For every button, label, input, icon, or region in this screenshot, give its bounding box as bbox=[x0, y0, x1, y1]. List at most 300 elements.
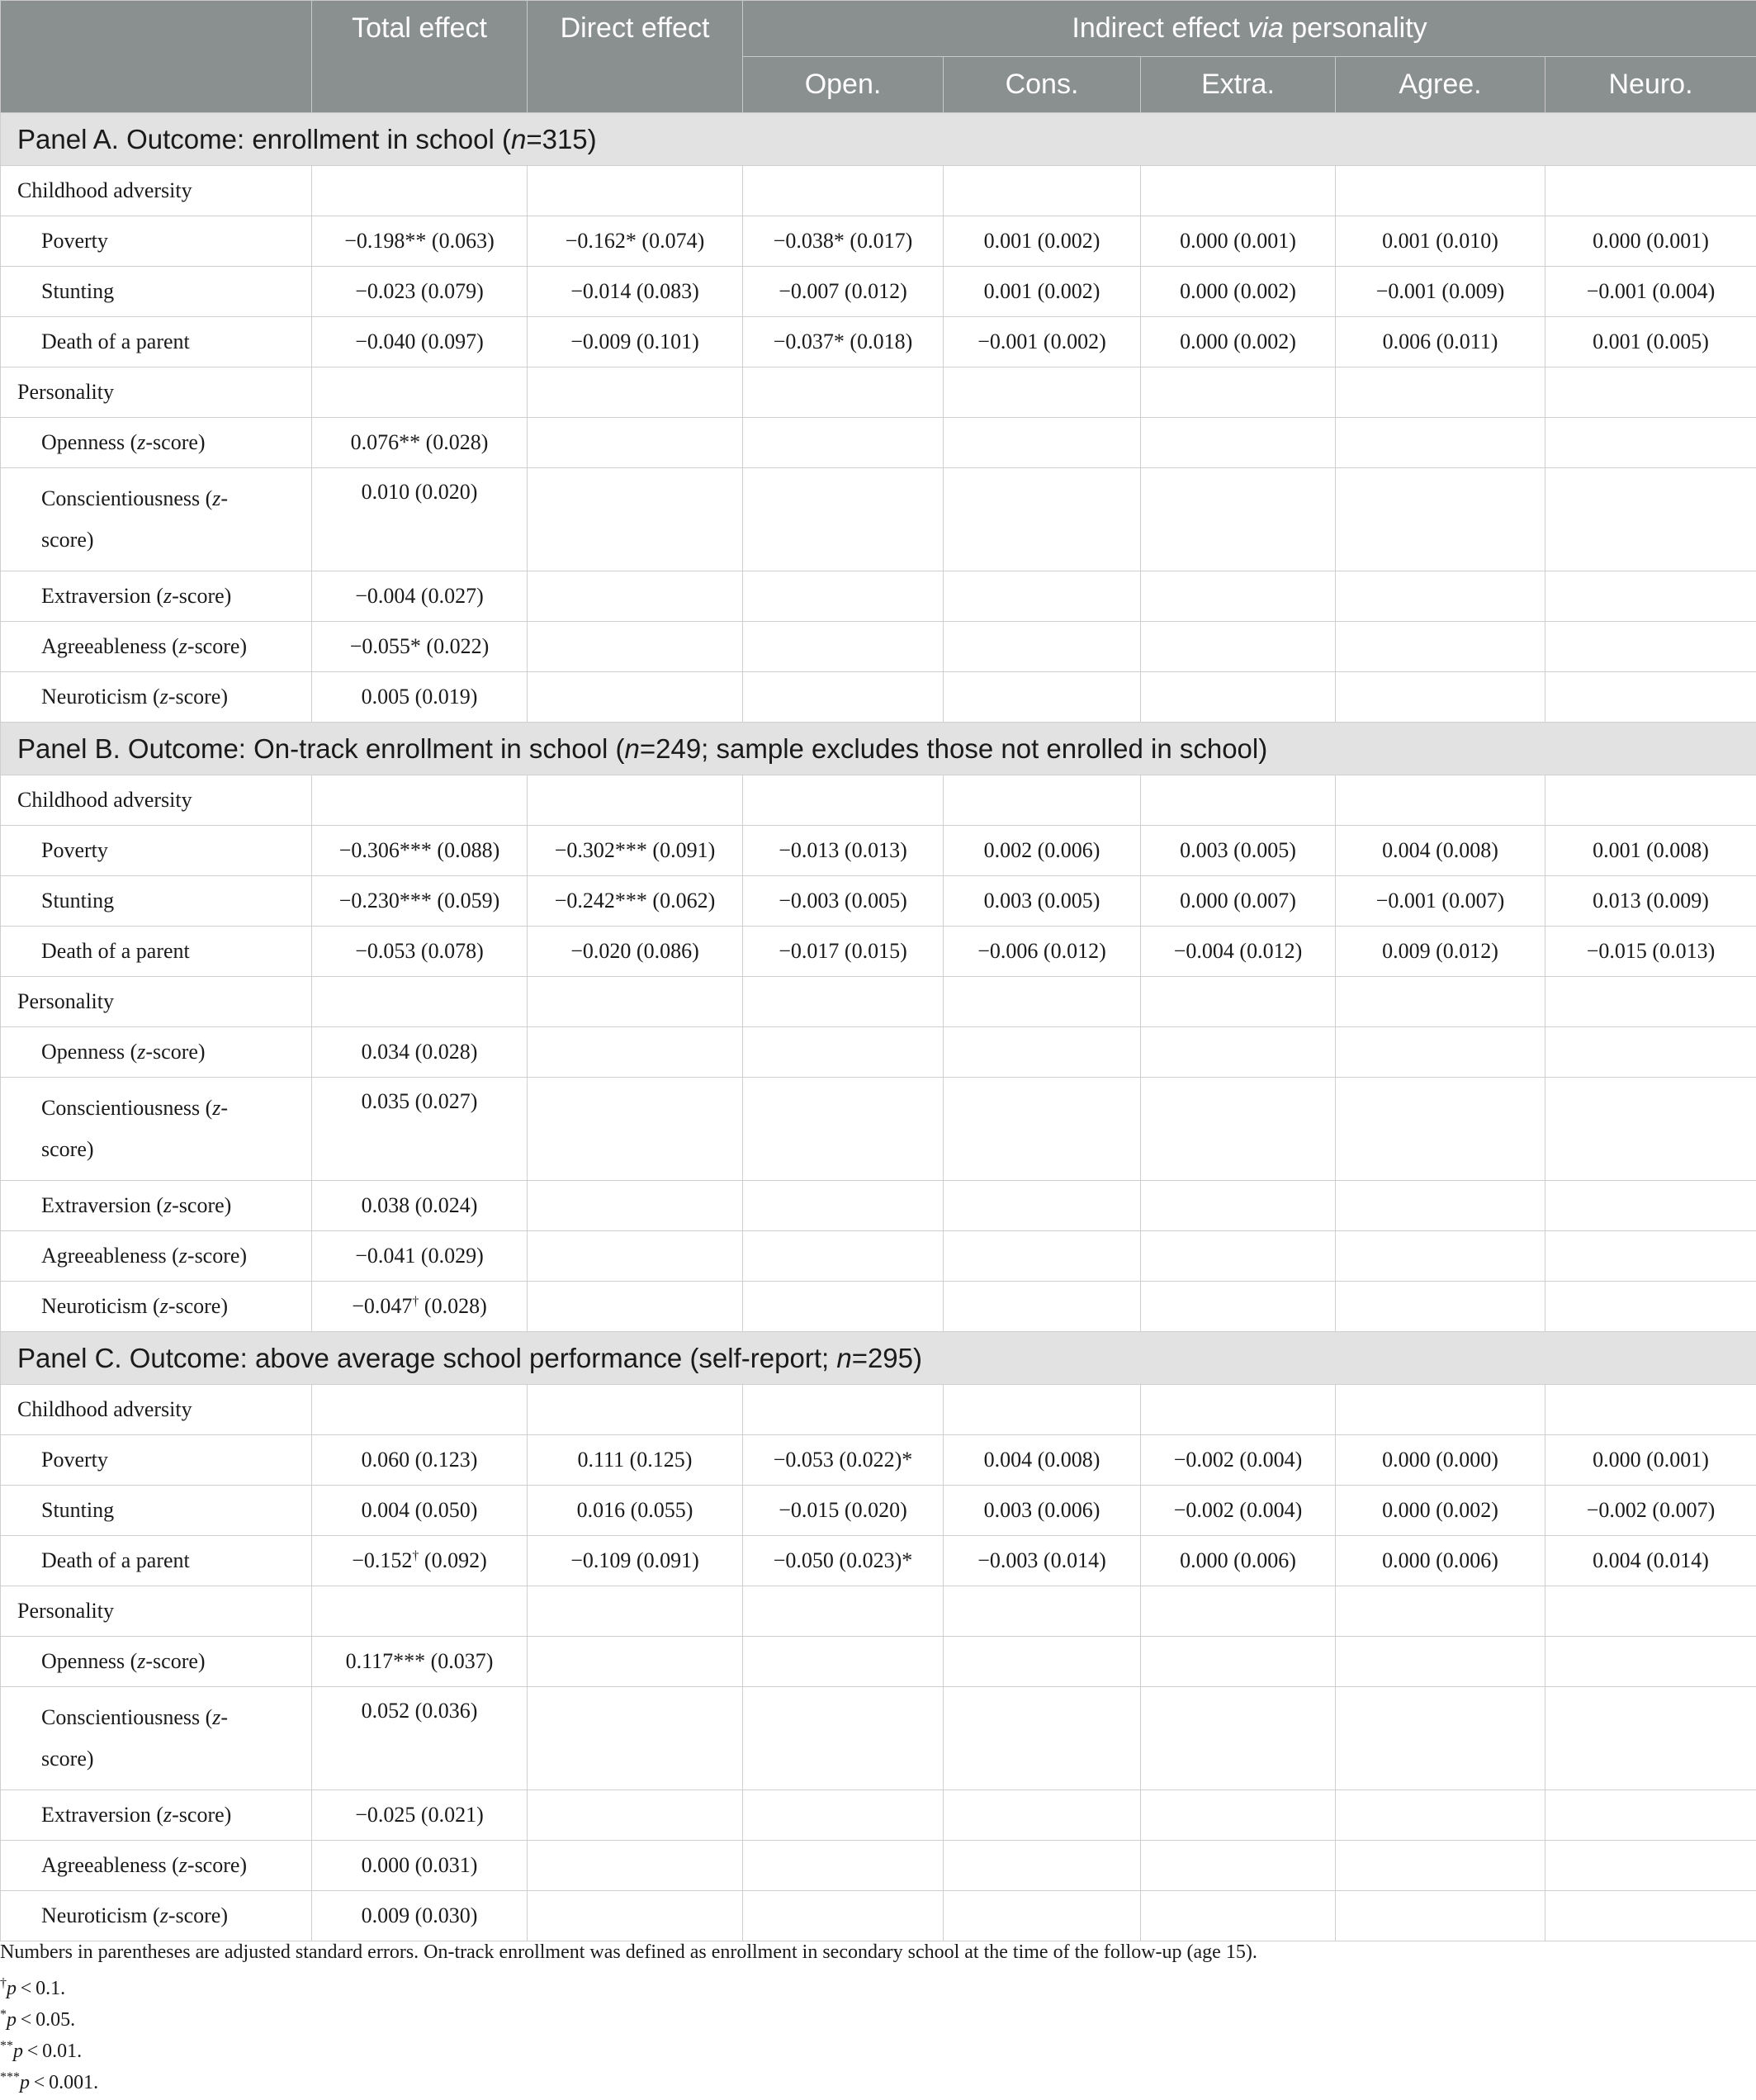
empty-cell bbox=[1545, 1282, 1756, 1332]
zscore-z: z bbox=[178, 1853, 187, 1877]
footnote-threshold: < 0.001. bbox=[30, 2072, 99, 2093]
value-cell: 0.001 (0.008) bbox=[1545, 826, 1756, 876]
empty-cell bbox=[944, 1637, 1141, 1687]
panel-title-suffix: =249; sample excludes those not enrolled in school) bbox=[639, 732, 1268, 764]
table-row bbox=[1, 1841, 1756, 1891]
empty-cell bbox=[743, 775, 944, 826]
zscore-close: -score) bbox=[187, 1853, 248, 1877]
table-row bbox=[1, 1282, 1756, 1332]
value-cell: −0.001 (0.002) bbox=[944, 317, 1141, 367]
value-cell: −0.038* (0.017) bbox=[743, 216, 944, 267]
table-row bbox=[1, 1078, 1756, 1181]
empty-cell bbox=[1141, 1687, 1336, 1790]
table-row bbox=[1, 672, 1756, 723]
zscore-close: -score) bbox=[168, 1294, 229, 1318]
header-indirect-effect bbox=[743, 1, 1756, 57]
zscore-close: -score) bbox=[168, 685, 229, 709]
empty-cell bbox=[944, 1231, 1141, 1282]
value-cell: −0.003 (0.014) bbox=[944, 1536, 1141, 1586]
empty-cell bbox=[1545, 166, 1756, 216]
section-row-personality bbox=[1, 367, 1756, 418]
value-cell: 0.000 (0.002) bbox=[1336, 1486, 1545, 1536]
empty-cell bbox=[1141, 672, 1336, 723]
empty-cell bbox=[743, 622, 944, 672]
row-label bbox=[1, 1891, 312, 1941]
value-cell: 0.000 (0.031) bbox=[312, 1841, 528, 1891]
table-row bbox=[1, 1790, 1756, 1841]
row-label: Stunting bbox=[1, 267, 312, 317]
value-se: (0.092) bbox=[419, 1548, 487, 1572]
value-cell: 0.010 (0.020) bbox=[312, 468, 528, 571]
zscore-z: z bbox=[163, 584, 173, 608]
empty-cell bbox=[944, 571, 1141, 622]
empty-cell bbox=[1336, 1078, 1545, 1181]
zscore-dash: - bbox=[220, 1705, 229, 1729]
panel-title-row bbox=[1, 113, 1756, 166]
row-label bbox=[1, 1231, 312, 1282]
row-label bbox=[1, 418, 312, 468]
panel-title-suffix: =315) bbox=[526, 123, 597, 154]
empty-cell bbox=[944, 1586, 1141, 1637]
value-number: −0.047 bbox=[352, 1294, 413, 1318]
empty-cell bbox=[1336, 1282, 1545, 1332]
value-cell: 0.016 (0.055) bbox=[528, 1486, 743, 1536]
significance-mark: † bbox=[412, 1548, 419, 1563]
row-label: Stunting bbox=[1, 876, 312, 927]
empty-cell bbox=[944, 1181, 1141, 1231]
value-cell: −0.006 (0.012) bbox=[944, 927, 1141, 977]
empty-cell bbox=[1141, 367, 1336, 418]
empty-cell bbox=[944, 775, 1141, 826]
empty-cell bbox=[1336, 1181, 1545, 1231]
zscore-z: z bbox=[159, 685, 168, 709]
zscore-z: z bbox=[212, 1705, 221, 1729]
header-blank bbox=[1, 1, 312, 113]
value-cell: 0.009 (0.012) bbox=[1336, 927, 1545, 977]
empty-cell bbox=[944, 367, 1141, 418]
zscore-close: -score) bbox=[145, 430, 206, 454]
value-cell: 0.004 (0.008) bbox=[944, 1435, 1141, 1486]
value-cell: 0.060 (0.123) bbox=[312, 1435, 528, 1486]
empty-cell bbox=[743, 977, 944, 1027]
header-indirect-prefix: Indirect effect bbox=[1072, 12, 1248, 44]
footnote-significance bbox=[0, 2031, 1756, 2062]
empty-cell bbox=[1336, 1385, 1545, 1435]
section-row-adversity bbox=[1, 775, 1756, 826]
significance-mark: † bbox=[412, 1294, 419, 1309]
value-cell: 0.000 (0.002) bbox=[1141, 267, 1336, 317]
trait-name: Extraversion bbox=[41, 584, 151, 608]
value-cell: −0.007 (0.012) bbox=[743, 267, 944, 317]
empty-cell bbox=[1141, 166, 1336, 216]
empty-cell bbox=[1545, 1385, 1756, 1435]
value-se: (0.028) bbox=[419, 1294, 487, 1318]
value-cell: 0.000 (0.006) bbox=[1336, 1536, 1545, 1586]
empty-cell bbox=[944, 468, 1141, 571]
zscore-open: ( bbox=[200, 486, 213, 510]
value-cell: 0.004 (0.050) bbox=[312, 1486, 528, 1536]
empty-cell bbox=[944, 1027, 1141, 1078]
empty-cell bbox=[1336, 418, 1545, 468]
empty-cell bbox=[944, 1282, 1141, 1332]
table-row bbox=[1, 1231, 1756, 1282]
empty-cell bbox=[1336, 571, 1545, 622]
empty-cell bbox=[743, 418, 944, 468]
empty-cell bbox=[1141, 418, 1336, 468]
zscore-open: ( bbox=[150, 1193, 164, 1217]
value-cell: 0.000 (0.001) bbox=[1141, 216, 1336, 267]
value-cell: 0.034 (0.028) bbox=[312, 1027, 528, 1078]
value-cell: 0.000 (0.006) bbox=[1141, 1536, 1336, 1586]
panel-title bbox=[1, 113, 1756, 166]
table-row bbox=[1, 1486, 1756, 1536]
table-row bbox=[1, 1536, 1756, 1586]
table-row bbox=[1, 216, 1756, 267]
empty-cell bbox=[1545, 1586, 1756, 1637]
row-label: Poverty bbox=[1, 216, 312, 267]
value-cell: −0.040 (0.097) bbox=[312, 317, 528, 367]
empty-cell bbox=[312, 1586, 528, 1637]
empty-cell bbox=[528, 1181, 743, 1231]
zscore-open: ( bbox=[147, 1294, 160, 1318]
trait-name: Agreeableness bbox=[41, 1853, 167, 1877]
value-cell: 0.000 (0.002) bbox=[1141, 317, 1336, 367]
zscore-z: z bbox=[163, 1803, 173, 1827]
empty-cell bbox=[312, 977, 528, 1027]
empty-cell bbox=[1545, 672, 1756, 723]
table-row bbox=[1, 418, 1756, 468]
zscore-close: -score) bbox=[168, 1903, 229, 1927]
empty-cell bbox=[1336, 468, 1545, 571]
empty-cell bbox=[1336, 1231, 1545, 1282]
value-cell: −0.004 (0.027) bbox=[312, 571, 528, 622]
footnote-significance bbox=[0, 1999, 1756, 2031]
row-label: Poverty bbox=[1, 826, 312, 876]
empty-cell bbox=[528, 418, 743, 468]
empty-cell bbox=[743, 367, 944, 418]
row-label bbox=[1, 672, 312, 723]
trait-name: Conscientiousness bbox=[41, 486, 201, 510]
empty-cell bbox=[743, 1027, 944, 1078]
value-cell: −0.014 (0.083) bbox=[528, 267, 743, 317]
value-cell: 0.013 (0.009) bbox=[1545, 876, 1756, 927]
header-indirect-via: via bbox=[1247, 12, 1284, 44]
value-cell: 0.001 (0.002) bbox=[944, 267, 1141, 317]
empty-cell bbox=[528, 367, 743, 418]
row-label bbox=[1, 1841, 312, 1891]
zscore-close: -score) bbox=[145, 1649, 206, 1673]
value-cell: −0.002 (0.007) bbox=[1545, 1486, 1756, 1536]
table-row bbox=[1, 1637, 1756, 1687]
empty-cell bbox=[743, 1181, 944, 1231]
empty-cell bbox=[743, 672, 944, 723]
trait-name: Extraversion bbox=[41, 1803, 151, 1827]
value-cell: −0.013 (0.013) bbox=[743, 826, 944, 876]
panel-title-n: n bbox=[624, 732, 640, 764]
empty-cell bbox=[1141, 1790, 1336, 1841]
empty-cell bbox=[1336, 1586, 1545, 1637]
value-cell: −0.162* (0.074) bbox=[528, 216, 743, 267]
empty-cell bbox=[743, 1282, 944, 1332]
empty-cell bbox=[1141, 468, 1336, 571]
row-label bbox=[1, 1637, 312, 1687]
value-cell: 0.001 (0.002) bbox=[944, 216, 1141, 267]
table-body bbox=[1, 113, 1756, 1941]
value-cell bbox=[312, 1536, 528, 1586]
empty-cell bbox=[743, 1687, 944, 1790]
section-label-adversity: Childhood adversity bbox=[1, 166, 312, 216]
panel-title-row bbox=[1, 723, 1756, 775]
empty-cell bbox=[1336, 1637, 1545, 1687]
empty-cell bbox=[1141, 1586, 1336, 1637]
empty-cell bbox=[528, 1891, 743, 1941]
empty-cell bbox=[944, 1790, 1141, 1841]
empty-cell bbox=[743, 1078, 944, 1181]
empty-cell bbox=[528, 1385, 743, 1435]
value-cell: 0.003 (0.005) bbox=[1141, 826, 1336, 876]
table-row bbox=[1, 267, 1756, 317]
empty-cell bbox=[1141, 622, 1336, 672]
trait-name: Neuroticism bbox=[41, 1294, 148, 1318]
value-cell: −0.198** (0.063) bbox=[312, 216, 528, 267]
table-row bbox=[1, 876, 1756, 927]
empty-cell bbox=[528, 571, 743, 622]
empty-cell bbox=[1336, 1891, 1545, 1941]
empty-cell bbox=[743, 1231, 944, 1282]
zscore-open: ( bbox=[166, 634, 179, 658]
panel-title-prefix: Panel A. Outcome: enrollment in school ( bbox=[17, 123, 511, 154]
zscore-open: ( bbox=[125, 430, 138, 454]
empty-cell bbox=[1336, 1790, 1545, 1841]
trait-name: Agreeableness bbox=[41, 634, 167, 658]
empty-cell bbox=[528, 672, 743, 723]
zscore-close: -score) bbox=[172, 1803, 232, 1827]
empty-cell bbox=[1141, 1385, 1336, 1435]
empty-cell bbox=[1336, 775, 1545, 826]
value-cell: −0.230*** (0.059) bbox=[312, 876, 528, 927]
empty-cell bbox=[743, 571, 944, 622]
empty-cell bbox=[944, 1891, 1141, 1941]
empty-cell bbox=[528, 468, 743, 571]
empty-cell bbox=[1545, 1027, 1756, 1078]
row-label: Death of a parent bbox=[1, 927, 312, 977]
empty-cell bbox=[1545, 1231, 1756, 1282]
empty-cell bbox=[743, 1586, 944, 1637]
zscore-z: z bbox=[178, 634, 187, 658]
footnote-mark: * bbox=[0, 2008, 7, 2022]
empty-cell bbox=[1336, 367, 1545, 418]
section-label-personality: Personality bbox=[1, 1586, 312, 1637]
empty-cell bbox=[1141, 775, 1336, 826]
value-cell: 0.052 (0.036) bbox=[312, 1687, 528, 1790]
value-cell: −0.053 (0.022)* bbox=[743, 1435, 944, 1486]
value-cell: −0.001 (0.004) bbox=[1545, 267, 1756, 317]
section-row-adversity bbox=[1, 1385, 1756, 1435]
empty-cell bbox=[1336, 977, 1545, 1027]
empty-cell bbox=[1545, 622, 1756, 672]
row-label bbox=[1, 622, 312, 672]
zscore-open: ( bbox=[147, 1903, 160, 1927]
value-cell: 0.000 (0.007) bbox=[1141, 876, 1336, 927]
row-label bbox=[1, 1790, 312, 1841]
zscore-z: z bbox=[212, 486, 221, 510]
value-cell: 0.004 (0.008) bbox=[1336, 826, 1545, 876]
row-label bbox=[1, 1027, 312, 1078]
panel-title-row bbox=[1, 1332, 1756, 1385]
trait-name: Agreeableness bbox=[41, 1244, 167, 1268]
empty-cell bbox=[528, 1282, 743, 1332]
panel-title bbox=[1, 723, 1756, 775]
value-cell: 0.038 (0.024) bbox=[312, 1181, 528, 1231]
empty-cell bbox=[1336, 1841, 1545, 1891]
table-row bbox=[1, 927, 1756, 977]
empty-cell bbox=[743, 1385, 944, 1435]
zscore-close: -score) bbox=[187, 634, 248, 658]
empty-cell bbox=[528, 1687, 743, 1790]
value-cell: −0.041 (0.029) bbox=[312, 1231, 528, 1282]
empty-cell bbox=[1141, 1841, 1336, 1891]
table-row bbox=[1, 1687, 1756, 1790]
zscore-close: score) bbox=[41, 1137, 94, 1161]
footnote-significance bbox=[0, 1968, 1756, 1999]
empty-cell bbox=[528, 166, 743, 216]
zscore-dash: - bbox=[220, 1096, 229, 1120]
empty-cell bbox=[1545, 775, 1756, 826]
section-label-adversity: Childhood adversity bbox=[1, 775, 312, 826]
empty-cell bbox=[743, 166, 944, 216]
panel-title bbox=[1, 1332, 1756, 1385]
table-footnotes bbox=[0, 1936, 1756, 2093]
empty-cell bbox=[528, 622, 743, 672]
empty-cell bbox=[1141, 1282, 1336, 1332]
zscore-open: ( bbox=[147, 685, 160, 709]
value-cell: −0.037* (0.018) bbox=[743, 317, 944, 367]
empty-cell bbox=[743, 468, 944, 571]
empty-cell bbox=[1336, 622, 1545, 672]
empty-cell bbox=[528, 1027, 743, 1078]
value-cell: 0.003 (0.006) bbox=[944, 1486, 1141, 1536]
footnote-mark: † bbox=[0, 1976, 7, 1990]
empty-cell bbox=[1545, 977, 1756, 1027]
value-cell: −0.002 (0.004) bbox=[1141, 1486, 1336, 1536]
value-cell: −0.002 (0.004) bbox=[1141, 1435, 1336, 1486]
empty-cell bbox=[528, 1586, 743, 1637]
zscore-z: z bbox=[212, 1096, 221, 1120]
trait-name: Conscientiousness bbox=[41, 1705, 201, 1729]
footnote-p: p bbox=[7, 1978, 17, 1999]
value-cell: −0.053 (0.078) bbox=[312, 927, 528, 977]
footnote-p: p bbox=[20, 2072, 30, 2093]
empty-cell bbox=[312, 367, 528, 418]
empty-cell bbox=[1545, 1841, 1756, 1891]
empty-cell bbox=[1545, 418, 1756, 468]
zscore-open: ( bbox=[125, 1040, 138, 1064]
subheader-neuro: Neuro. bbox=[1545, 57, 1756, 113]
value-cell: 0.009 (0.030) bbox=[312, 1891, 528, 1941]
subheader-extra: Extra. bbox=[1141, 57, 1336, 113]
section-label-personality: Personality bbox=[1, 977, 312, 1027]
empty-cell bbox=[528, 1790, 743, 1841]
value-cell: 0.117*** (0.037) bbox=[312, 1637, 528, 1687]
zscore-z: z bbox=[137, 1040, 146, 1064]
section-row-adversity bbox=[1, 166, 1756, 216]
empty-cell bbox=[944, 1841, 1141, 1891]
table-row bbox=[1, 622, 1756, 672]
table-row bbox=[1, 317, 1756, 367]
trait-name: Openness bbox=[41, 1649, 125, 1673]
footnote-p: p bbox=[7, 2009, 17, 2031]
empty-cell bbox=[312, 1385, 528, 1435]
empty-cell bbox=[1141, 977, 1336, 1027]
empty-cell bbox=[944, 1385, 1141, 1435]
section-label-personality: Personality bbox=[1, 367, 312, 418]
table-row bbox=[1, 826, 1756, 876]
row-label: Death of a parent bbox=[1, 1536, 312, 1586]
subheader-cons: Cons. bbox=[944, 57, 1141, 113]
empty-cell bbox=[743, 1790, 944, 1841]
value-cell: 0.000 (0.001) bbox=[1545, 1435, 1756, 1486]
row-label bbox=[1, 1687, 312, 1790]
zscore-z: z bbox=[159, 1903, 168, 1927]
row-label: Poverty bbox=[1, 1435, 312, 1486]
empty-cell bbox=[1545, 1181, 1756, 1231]
row-label bbox=[1, 571, 312, 622]
trait-name: Openness bbox=[41, 430, 125, 454]
empty-cell bbox=[1141, 1027, 1336, 1078]
value-cell: 0.111 (0.125) bbox=[528, 1435, 743, 1486]
value-cell: −0.306*** (0.088) bbox=[312, 826, 528, 876]
value-cell: 0.006 (0.011) bbox=[1336, 317, 1545, 367]
zscore-dash: - bbox=[220, 486, 229, 510]
empty-cell bbox=[944, 977, 1141, 1027]
empty-cell bbox=[944, 166, 1141, 216]
value-cell: 0.001 (0.005) bbox=[1545, 317, 1756, 367]
footnote-p: p bbox=[13, 2041, 23, 2062]
value-cell: −0.025 (0.021) bbox=[312, 1790, 528, 1841]
value-cell: −0.001 (0.007) bbox=[1336, 876, 1545, 927]
value-number: −0.152 bbox=[352, 1548, 413, 1572]
value-cell: −0.050 (0.023)* bbox=[743, 1536, 944, 1586]
value-cell: −0.017 (0.015) bbox=[743, 927, 944, 977]
empty-cell bbox=[1336, 1027, 1545, 1078]
empty-cell bbox=[743, 1637, 944, 1687]
empty-cell bbox=[528, 1078, 743, 1181]
section-row-personality bbox=[1, 1586, 1756, 1637]
table-row bbox=[1, 571, 1756, 622]
row-label: Death of a parent bbox=[1, 317, 312, 367]
footnote-mark: ** bbox=[0, 2039, 13, 2053]
subheader-open: Open. bbox=[743, 57, 944, 113]
empty-cell bbox=[528, 977, 743, 1027]
table-row bbox=[1, 468, 1756, 571]
significance-notes bbox=[0, 1968, 1756, 2093]
empty-cell bbox=[1336, 166, 1545, 216]
empty-cell bbox=[944, 1687, 1141, 1790]
empty-cell bbox=[743, 1891, 944, 1941]
value-cell: −0.001 (0.009) bbox=[1336, 267, 1545, 317]
value-cell: −0.023 (0.079) bbox=[312, 267, 528, 317]
panel-title-n: n bbox=[510, 123, 527, 154]
empty-cell bbox=[1545, 571, 1756, 622]
zscore-open: ( bbox=[166, 1853, 179, 1877]
zscore-z: z bbox=[163, 1193, 173, 1217]
zscore-close: score) bbox=[41, 528, 94, 552]
footnote-threshold: < 0.1. bbox=[17, 1978, 66, 1999]
table-row bbox=[1, 1181, 1756, 1231]
value-cell: 0.004 (0.014) bbox=[1545, 1536, 1756, 1586]
panel-title-prefix: Panel B. Outcome: On-track enrollment in school ( bbox=[17, 732, 625, 764]
value-cell: −0.242*** (0.062) bbox=[528, 876, 743, 927]
